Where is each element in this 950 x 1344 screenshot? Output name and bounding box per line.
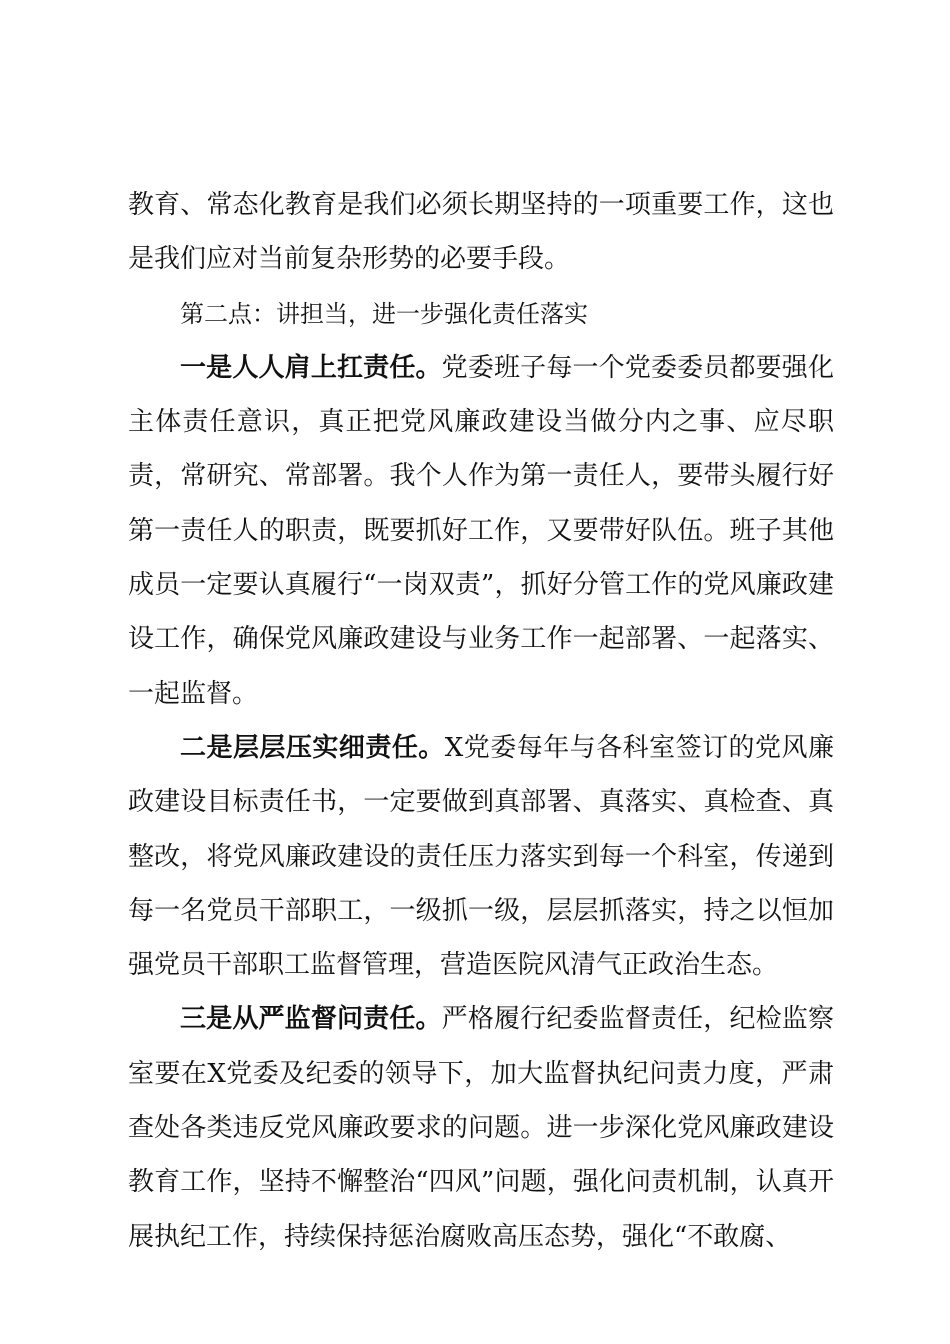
paragraph-responsibility-supervision [128,992,834,1263]
document-body [128,178,834,1264]
paragraph-text: X党委每年与各科室签订的党风廉政建设目标责任书，一定要做到真部署、真落实、真检查、真整改，将党风廉政建设的责任压力落实到每一个科室，传递到每一名党员干部职工，一级抓一级，层层抓落实，持之以恒加强党员干部职工监督管理，营造医院风清气正政治生态。 [128,732,834,981]
paragraph-text: 党委班子每一个党委委员都要强化主体责任意识，真正把党风廉政建设当做分内之事、应尽职责，常研究、常部署。我个人作为第一责任人，要带头履行好第一责任人的职责，既要抓好工作，又要带好队伍。班子其他成员一定要认真履行“一岗双责”，抓好分管工作的党风廉政建设工作，确保党风廉政建设与业务工作一起部署、一起落实、一起监督。 [128,352,834,709]
section-heading [128,287,834,341]
paragraph-lead: 二是层层压实细责任。 [180,732,445,763]
paragraph-continuation [128,178,834,287]
section-heading-text: 第二点：讲担当，进一步强化责任落实 [180,299,588,328]
paragraph-lead: 一是人人肩上扛责任。 [180,352,442,383]
paragraph-text: 严格履行纪委监督责任，纪检监察室要在X党委及纪委的领导下，加大监督执纪问责力度，严肃查处各类违反党风廉政要求的问题。进一步深化党风廉政建设教育工作，坚持不懈整治“四风”问题，强化问责机制，认真开展执纪工作，持续保持惩治腐败高压态势，强化“不敢腐、 [128,1004,834,1252]
paragraph-responsibility-layers [128,721,834,992]
paragraph-lead: 三是从严监督问责任。 [180,1004,442,1035]
paragraph-responsibility-everyone [128,341,834,721]
paragraph-text: 教育、常态化教育是我们必须长期坚持的一项重要工作，这也是我们应对当前复杂形势的必要手段。 [128,190,834,275]
